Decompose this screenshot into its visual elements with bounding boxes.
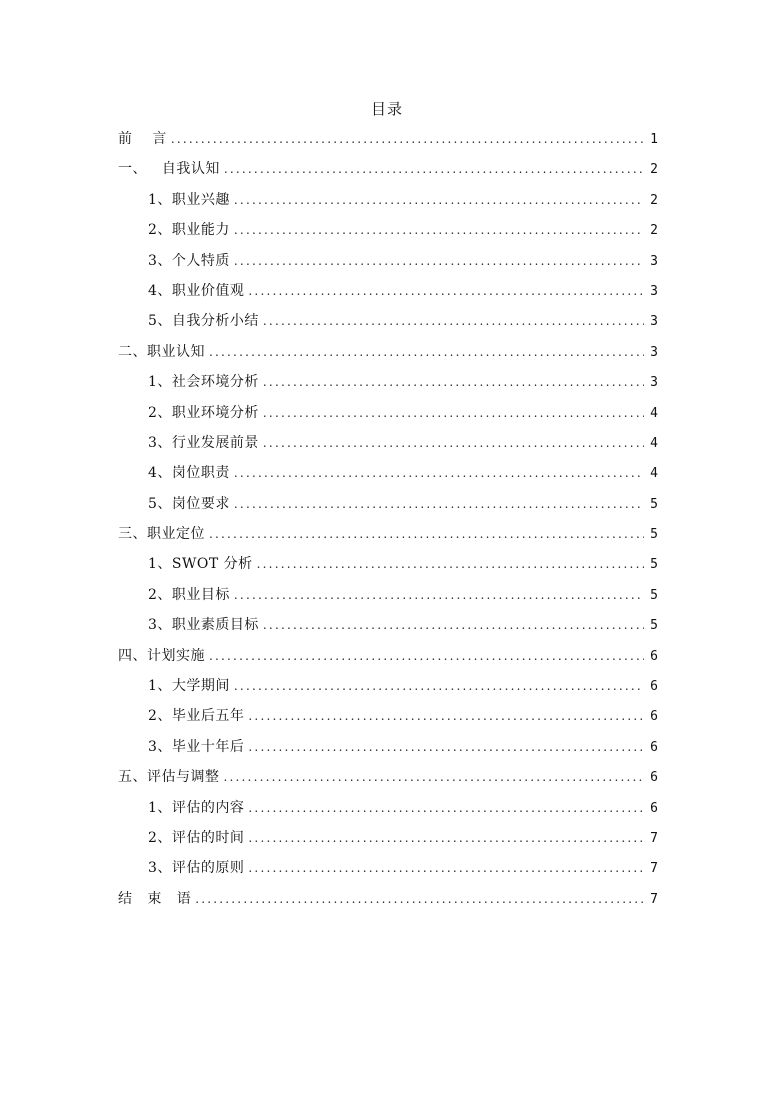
toc-dot-leader bbox=[234, 185, 644, 215]
toc-entry-page-number: 1 bbox=[650, 132, 658, 147]
toc-dot-leader bbox=[234, 458, 644, 488]
toc-entry-page-number: 7 bbox=[650, 830, 658, 846]
toc-entry-label: 1、评估的内容 bbox=[148, 799, 245, 816]
toc-entry-label: 3、评估的原则 bbox=[148, 860, 245, 877]
toc-entry-page-number: 4 bbox=[650, 435, 658, 451]
toc-entry[interactable] bbox=[118, 428, 658, 458]
toc-entry-label: 2、毕业后五年 bbox=[148, 708, 245, 725]
toc-entry-label: 四、计划实施 bbox=[118, 647, 205, 664]
toc-entry-label: 1、职业兴趣 bbox=[148, 191, 230, 208]
toc-entry-page-number: 5 bbox=[650, 496, 658, 512]
toc-entry-label: 五、评估与调整 bbox=[118, 769, 220, 786]
toc-entry-page-number: 6 bbox=[650, 739, 658, 755]
toc-entry-label: 结 束 语 bbox=[118, 890, 192, 907]
toc-dot-leader bbox=[263, 306, 644, 336]
toc-dot-leader bbox=[257, 549, 644, 579]
toc-dot-leader bbox=[248, 793, 644, 823]
toc-entry[interactable] bbox=[118, 793, 658, 823]
toc-dot-leader bbox=[195, 884, 644, 914]
toc-entry[interactable] bbox=[118, 337, 658, 367]
toc-dot-leader bbox=[234, 215, 644, 245]
toc-entry-label: 1、SWOT 分析 bbox=[148, 556, 253, 573]
toc-dot-leader bbox=[263, 428, 644, 458]
toc-entry[interactable] bbox=[118, 732, 658, 762]
toc-dot-leader bbox=[209, 337, 644, 367]
toc-entry[interactable] bbox=[118, 641, 658, 671]
toc-dot-leader bbox=[248, 276, 644, 306]
toc-entry[interactable] bbox=[118, 610, 658, 640]
toc-entry-page-number: 5 bbox=[650, 587, 658, 603]
toc-entry-label: 3、个人特质 bbox=[148, 252, 230, 269]
toc-entry[interactable] bbox=[118, 185, 658, 215]
toc-entry[interactable] bbox=[118, 853, 658, 883]
toc-entry-label: 3、行业发展前景 bbox=[148, 434, 259, 451]
toc-dot-leader bbox=[209, 519, 644, 549]
toc-entry-page-number: 2 bbox=[650, 162, 658, 178]
toc-entry-page-number: 3 bbox=[650, 283, 658, 299]
toc-entry-page-number: 6 bbox=[650, 709, 658, 725]
toc-entry-page-number: 3 bbox=[650, 344, 658, 360]
toc-entry-label: 1、社会环境分析 bbox=[148, 374, 259, 391]
toc-dot-leader bbox=[248, 732, 644, 762]
toc-entry-label: 1、大学期间 bbox=[148, 678, 230, 695]
toc-dot-leader bbox=[224, 154, 644, 184]
toc-entry-page-number: 7 bbox=[650, 891, 658, 907]
toc-entry-page-number: 4 bbox=[650, 466, 658, 482]
toc-entry-page-number: 3 bbox=[650, 375, 658, 391]
toc-dot-leader bbox=[209, 641, 644, 671]
toc-entry[interactable] bbox=[118, 701, 658, 731]
toc-dot-leader bbox=[234, 580, 644, 610]
toc-entry[interactable] bbox=[118, 884, 658, 914]
toc-entry-label: 二、职业认知 bbox=[118, 343, 205, 360]
toc-entry-label: 2、职业能力 bbox=[148, 222, 230, 239]
toc-entry-page-number: 5 bbox=[650, 618, 658, 634]
toc-entry[interactable] bbox=[118, 124, 658, 154]
table-of-contents bbox=[118, 124, 658, 914]
toc-entry-page-number: 5 bbox=[650, 557, 658, 573]
toc-entry[interactable] bbox=[118, 823, 658, 853]
toc-entry-page-number: 4 bbox=[650, 405, 658, 421]
toc-entry[interactable] bbox=[118, 367, 658, 397]
toc-entry-page-number: 6 bbox=[650, 679, 658, 695]
toc-dot-leader bbox=[263, 398, 644, 428]
toc-entry[interactable] bbox=[118, 398, 658, 428]
toc-entry-label: 前 言 bbox=[118, 131, 167, 147]
toc-title: 目录 bbox=[370, 100, 403, 118]
toc-dot-leader bbox=[224, 762, 645, 792]
toc-entry-page-number: 2 bbox=[650, 192, 658, 208]
toc-entry-page-number: 6 bbox=[650, 648, 658, 664]
toc-dot-leader bbox=[171, 124, 644, 154]
toc-entry-page-number: 6 bbox=[650, 770, 658, 786]
toc-dot-leader bbox=[234, 489, 644, 519]
toc-dot-leader bbox=[234, 671, 644, 701]
toc-entry[interactable] bbox=[118, 549, 658, 579]
toc-entry[interactable] bbox=[118, 215, 658, 245]
toc-entry[interactable] bbox=[118, 154, 658, 184]
toc-dot-leader bbox=[248, 823, 644, 853]
toc-entry-page-number: 2 bbox=[650, 223, 658, 239]
toc-entry-page-number: 5 bbox=[650, 527, 658, 543]
toc-dot-leader bbox=[248, 853, 644, 883]
toc-entry-page-number: 3 bbox=[650, 253, 658, 269]
toc-entry-label: 4、岗位职责 bbox=[148, 465, 230, 482]
toc-entry-label: 2、职业环境分析 bbox=[148, 404, 259, 421]
toc-entry[interactable] bbox=[118, 276, 658, 306]
toc-dot-leader bbox=[248, 701, 644, 731]
toc-dot-leader bbox=[263, 610, 644, 640]
toc-entry-page-number: 7 bbox=[650, 861, 658, 877]
toc-dot-leader bbox=[263, 367, 644, 397]
toc-entry[interactable] bbox=[118, 762, 658, 792]
toc-entry-label: 4、职业价值观 bbox=[148, 282, 245, 299]
toc-entry[interactable] bbox=[118, 580, 658, 610]
toc-entry[interactable] bbox=[118, 489, 658, 519]
toc-entry[interactable] bbox=[118, 306, 658, 336]
toc-entry-page-number: 3 bbox=[650, 314, 658, 330]
toc-entry-label: 2、职业目标 bbox=[148, 586, 230, 603]
toc-entry-label: 5、岗位要求 bbox=[148, 495, 230, 512]
toc-entry-label: 3、毕业十年后 bbox=[148, 738, 245, 755]
toc-entry[interactable] bbox=[118, 519, 658, 549]
toc-dot-leader bbox=[234, 246, 644, 276]
toc-entry[interactable] bbox=[118, 458, 658, 488]
toc-entry-label: 2、评估的时间 bbox=[148, 829, 245, 846]
toc-entry[interactable] bbox=[118, 246, 658, 276]
toc-entry-label: 三、职业定位 bbox=[118, 526, 205, 543]
toc-entry-label: 3、职业素质目标 bbox=[148, 617, 259, 634]
toc-entry-label: 一、 自我认知 bbox=[118, 161, 220, 178]
toc-entry-label: 5、自我分析小结 bbox=[148, 313, 259, 330]
toc-entry-page-number: 6 bbox=[650, 800, 658, 816]
toc-entry[interactable] bbox=[118, 671, 658, 701]
